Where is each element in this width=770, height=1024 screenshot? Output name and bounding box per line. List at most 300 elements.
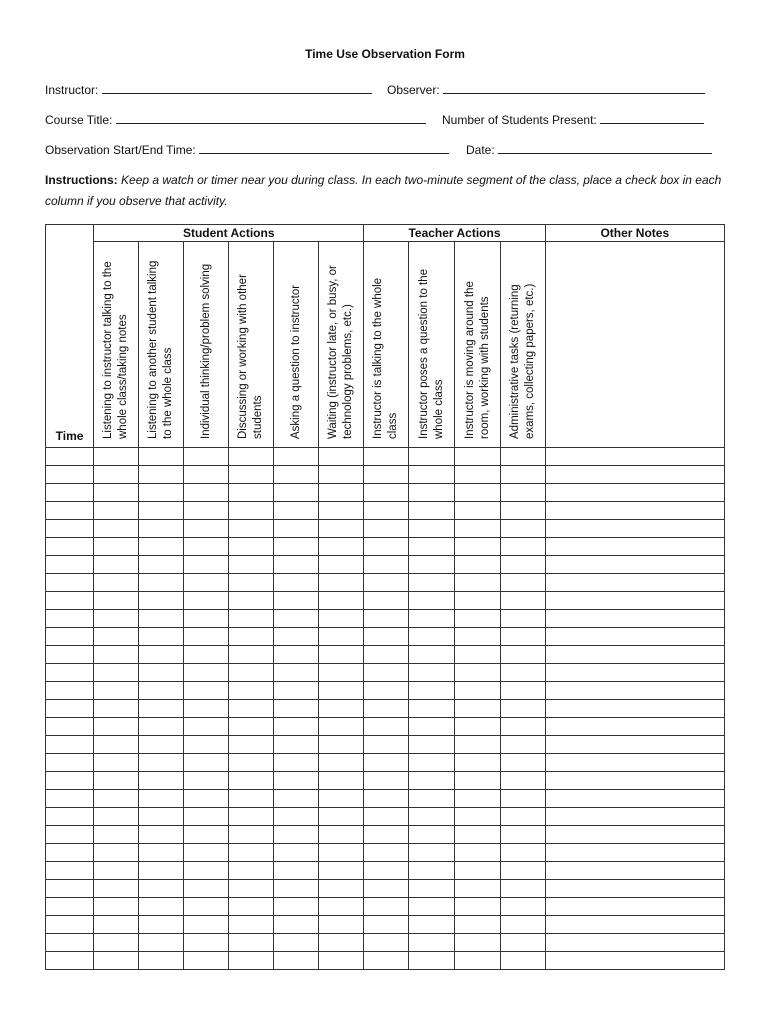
- check-cell[interactable]: [94, 916, 139, 934]
- check-cell[interactable]: [229, 700, 274, 718]
- check-cell[interactable]: [364, 628, 409, 646]
- check-cell[interactable]: [500, 520, 545, 538]
- time-cell[interactable]: [46, 916, 94, 934]
- time-cell[interactable]: [46, 628, 94, 646]
- check-cell[interactable]: [274, 736, 319, 754]
- check-cell[interactable]: [319, 952, 364, 970]
- notes-cell[interactable]: [545, 484, 724, 502]
- check-cell[interactable]: [500, 844, 545, 862]
- check-cell[interactable]: [274, 880, 319, 898]
- check-cell[interactable]: [184, 538, 229, 556]
- check-cell[interactable]: [319, 934, 364, 952]
- check-cell[interactable]: [364, 736, 409, 754]
- check-cell[interactable]: [455, 610, 500, 628]
- check-cell[interactable]: [274, 934, 319, 952]
- notes-cell[interactable]: [545, 736, 724, 754]
- notes-cell[interactable]: [545, 916, 724, 934]
- check-cell[interactable]: [94, 466, 139, 484]
- check-cell[interactable]: [364, 844, 409, 862]
- check-cell[interactable]: [319, 610, 364, 628]
- check-cell[interactable]: [319, 448, 364, 466]
- check-cell[interactable]: [364, 574, 409, 592]
- check-cell[interactable]: [229, 628, 274, 646]
- check-cell[interactable]: [455, 736, 500, 754]
- check-cell[interactable]: [319, 682, 364, 700]
- check-cell[interactable]: [139, 898, 184, 916]
- check-cell[interactable]: [409, 844, 455, 862]
- check-cell[interactable]: [409, 718, 455, 736]
- check-cell[interactable]: [500, 862, 545, 880]
- check-cell[interactable]: [319, 646, 364, 664]
- check-cell[interactable]: [139, 880, 184, 898]
- check-cell[interactable]: [229, 844, 274, 862]
- check-cell[interactable]: [409, 610, 455, 628]
- check-cell[interactable]: [229, 538, 274, 556]
- check-cell[interactable]: [319, 484, 364, 502]
- notes-cell[interactable]: [545, 538, 724, 556]
- time-cell[interactable]: [46, 934, 94, 952]
- check-cell[interactable]: [364, 700, 409, 718]
- notes-cell[interactable]: [545, 844, 724, 862]
- check-cell[interactable]: [409, 556, 455, 574]
- check-cell[interactable]: [455, 484, 500, 502]
- check-cell[interactable]: [364, 898, 409, 916]
- time-cell[interactable]: [46, 898, 94, 916]
- check-cell[interactable]: [455, 772, 500, 790]
- check-cell[interactable]: [139, 520, 184, 538]
- notes-cell[interactable]: [545, 880, 724, 898]
- check-cell[interactable]: [409, 808, 455, 826]
- check-cell[interactable]: [500, 574, 545, 592]
- notes-cell[interactable]: [545, 772, 724, 790]
- check-cell[interactable]: [229, 610, 274, 628]
- check-cell[interactable]: [364, 646, 409, 664]
- check-cell[interactable]: [409, 574, 455, 592]
- check-cell[interactable]: [184, 664, 229, 682]
- check-cell[interactable]: [139, 826, 184, 844]
- check-cell[interactable]: [455, 448, 500, 466]
- check-cell[interactable]: [455, 934, 500, 952]
- check-cell[interactable]: [274, 682, 319, 700]
- check-cell[interactable]: [94, 664, 139, 682]
- check-cell[interactable]: [184, 484, 229, 502]
- check-cell[interactable]: [409, 682, 455, 700]
- time-cell[interactable]: [46, 826, 94, 844]
- check-cell[interactable]: [409, 772, 455, 790]
- check-cell[interactable]: [319, 466, 364, 484]
- check-cell[interactable]: [94, 610, 139, 628]
- check-cell[interactable]: [139, 646, 184, 664]
- notes-cell[interactable]: [545, 592, 724, 610]
- check-cell[interactable]: [364, 862, 409, 880]
- check-cell[interactable]: [500, 916, 545, 934]
- notes-cell[interactable]: [545, 700, 724, 718]
- time-cell[interactable]: [46, 790, 94, 808]
- check-cell[interactable]: [455, 844, 500, 862]
- time-cell[interactable]: [46, 448, 94, 466]
- check-cell[interactable]: [500, 682, 545, 700]
- check-cell[interactable]: [274, 772, 319, 790]
- check-cell[interactable]: [274, 466, 319, 484]
- check-cell[interactable]: [364, 880, 409, 898]
- check-cell[interactable]: [184, 880, 229, 898]
- check-cell[interactable]: [184, 682, 229, 700]
- check-cell[interactable]: [184, 754, 229, 772]
- check-cell[interactable]: [139, 556, 184, 574]
- check-cell[interactable]: [139, 916, 184, 934]
- check-cell[interactable]: [94, 628, 139, 646]
- time-cell[interactable]: [46, 664, 94, 682]
- check-cell[interactable]: [184, 574, 229, 592]
- check-cell[interactable]: [184, 718, 229, 736]
- check-cell[interactable]: [94, 898, 139, 916]
- check-cell[interactable]: [274, 556, 319, 574]
- check-cell[interactable]: [319, 826, 364, 844]
- time-cell[interactable]: [46, 808, 94, 826]
- notes-cell[interactable]: [545, 952, 724, 970]
- check-cell[interactable]: [409, 592, 455, 610]
- check-cell[interactable]: [229, 502, 274, 520]
- check-cell[interactable]: [364, 538, 409, 556]
- time-cell[interactable]: [46, 772, 94, 790]
- check-cell[interactable]: [500, 592, 545, 610]
- check-cell[interactable]: [455, 952, 500, 970]
- check-cell[interactable]: [364, 448, 409, 466]
- notes-cell[interactable]: [545, 520, 724, 538]
- check-cell[interactable]: [319, 664, 364, 682]
- check-cell[interactable]: [364, 520, 409, 538]
- notes-cell[interactable]: [545, 610, 724, 628]
- check-cell[interactable]: [455, 592, 500, 610]
- check-cell[interactable]: [139, 718, 184, 736]
- check-cell[interactable]: [319, 844, 364, 862]
- time-cell[interactable]: [46, 700, 94, 718]
- check-cell[interactable]: [184, 844, 229, 862]
- check-cell[interactable]: [229, 862, 274, 880]
- time-cell[interactable]: [46, 682, 94, 700]
- check-cell[interactable]: [229, 556, 274, 574]
- check-cell[interactable]: [455, 700, 500, 718]
- check-cell[interactable]: [94, 700, 139, 718]
- check-cell[interactable]: [274, 754, 319, 772]
- time-cell[interactable]: [46, 880, 94, 898]
- notes-cell[interactable]: [545, 718, 724, 736]
- check-cell[interactable]: [94, 484, 139, 502]
- time-cell[interactable]: [46, 556, 94, 574]
- check-cell[interactable]: [364, 556, 409, 574]
- check-cell[interactable]: [94, 844, 139, 862]
- notes-cell[interactable]: [545, 646, 724, 664]
- check-cell[interactable]: [229, 466, 274, 484]
- check-cell[interactable]: [184, 646, 229, 664]
- check-cell[interactable]: [500, 646, 545, 664]
- check-cell[interactable]: [364, 916, 409, 934]
- check-cell[interactable]: [409, 754, 455, 772]
- check-cell[interactable]: [184, 916, 229, 934]
- check-cell[interactable]: [139, 448, 184, 466]
- notes-cell[interactable]: [545, 826, 724, 844]
- check-cell[interactable]: [229, 754, 274, 772]
- time-cell[interactable]: [46, 736, 94, 754]
- check-cell[interactable]: [500, 736, 545, 754]
- check-cell[interactable]: [409, 502, 455, 520]
- check-cell[interactable]: [229, 664, 274, 682]
- check-cell[interactable]: [229, 772, 274, 790]
- check-cell[interactable]: [409, 952, 455, 970]
- check-cell[interactable]: [274, 628, 319, 646]
- observer-field[interactable]: [443, 82, 705, 94]
- check-cell[interactable]: [364, 466, 409, 484]
- check-cell[interactable]: [319, 754, 364, 772]
- instructor-field[interactable]: [102, 82, 372, 94]
- check-cell[interactable]: [184, 628, 229, 646]
- check-cell[interactable]: [94, 880, 139, 898]
- check-cell[interactable]: [139, 592, 184, 610]
- check-cell[interactable]: [94, 772, 139, 790]
- check-cell[interactable]: [364, 592, 409, 610]
- check-cell[interactable]: [184, 952, 229, 970]
- check-cell[interactable]: [139, 754, 184, 772]
- check-cell[interactable]: [455, 916, 500, 934]
- check-cell[interactable]: [409, 826, 455, 844]
- course-title-field[interactable]: [116, 112, 426, 124]
- notes-cell[interactable]: [545, 682, 724, 700]
- check-cell[interactable]: [229, 718, 274, 736]
- check-cell[interactable]: [229, 790, 274, 808]
- check-cell[interactable]: [319, 898, 364, 916]
- check-cell[interactable]: [500, 934, 545, 952]
- check-cell[interactable]: [364, 664, 409, 682]
- check-cell[interactable]: [409, 934, 455, 952]
- check-cell[interactable]: [229, 880, 274, 898]
- check-cell[interactable]: [274, 808, 319, 826]
- check-cell[interactable]: [409, 880, 455, 898]
- check-cell[interactable]: [229, 646, 274, 664]
- check-cell[interactable]: [139, 934, 184, 952]
- check-cell[interactable]: [139, 862, 184, 880]
- check-cell[interactable]: [500, 952, 545, 970]
- check-cell[interactable]: [409, 448, 455, 466]
- check-cell[interactable]: [319, 592, 364, 610]
- check-cell[interactable]: [139, 466, 184, 484]
- check-cell[interactable]: [184, 772, 229, 790]
- notes-cell[interactable]: [545, 574, 724, 592]
- check-cell[interactable]: [455, 520, 500, 538]
- check-cell[interactable]: [409, 664, 455, 682]
- check-cell[interactable]: [229, 934, 274, 952]
- check-cell[interactable]: [274, 592, 319, 610]
- check-cell[interactable]: [274, 610, 319, 628]
- check-cell[interactable]: [229, 484, 274, 502]
- check-cell[interactable]: [364, 826, 409, 844]
- time-cell[interactable]: [46, 538, 94, 556]
- time-cell[interactable]: [46, 646, 94, 664]
- check-cell[interactable]: [94, 502, 139, 520]
- check-cell[interactable]: [274, 916, 319, 934]
- time-cell[interactable]: [46, 844, 94, 862]
- time-cell[interactable]: [46, 610, 94, 628]
- notes-cell[interactable]: [545, 502, 724, 520]
- check-cell[interactable]: [184, 610, 229, 628]
- check-cell[interactable]: [229, 448, 274, 466]
- check-cell[interactable]: [409, 466, 455, 484]
- check-cell[interactable]: [455, 826, 500, 844]
- check-cell[interactable]: [94, 826, 139, 844]
- check-cell[interactable]: [500, 826, 545, 844]
- time-cell[interactable]: [46, 952, 94, 970]
- check-cell[interactable]: [409, 484, 455, 502]
- check-cell[interactable]: [274, 844, 319, 862]
- check-cell[interactable]: [500, 772, 545, 790]
- check-cell[interactable]: [184, 808, 229, 826]
- check-cell[interactable]: [364, 754, 409, 772]
- check-cell[interactable]: [139, 736, 184, 754]
- notes-cell[interactable]: [545, 466, 724, 484]
- check-cell[interactable]: [94, 808, 139, 826]
- check-cell[interactable]: [184, 898, 229, 916]
- check-cell[interactable]: [319, 538, 364, 556]
- check-cell[interactable]: [274, 718, 319, 736]
- check-cell[interactable]: [500, 484, 545, 502]
- check-cell[interactable]: [274, 826, 319, 844]
- check-cell[interactable]: [229, 916, 274, 934]
- check-cell[interactable]: [184, 502, 229, 520]
- check-cell[interactable]: [409, 628, 455, 646]
- check-cell[interactable]: [364, 934, 409, 952]
- check-cell[interactable]: [94, 682, 139, 700]
- check-cell[interactable]: [184, 934, 229, 952]
- check-cell[interactable]: [500, 700, 545, 718]
- check-cell[interactable]: [364, 682, 409, 700]
- check-cell[interactable]: [319, 628, 364, 646]
- check-cell[interactable]: [319, 736, 364, 754]
- notes-cell[interactable]: [545, 862, 724, 880]
- check-cell[interactable]: [455, 682, 500, 700]
- check-cell[interactable]: [184, 448, 229, 466]
- check-cell[interactable]: [139, 844, 184, 862]
- check-cell[interactable]: [139, 682, 184, 700]
- check-cell[interactable]: [409, 898, 455, 916]
- check-cell[interactable]: [274, 448, 319, 466]
- check-cell[interactable]: [500, 880, 545, 898]
- check-cell[interactable]: [319, 556, 364, 574]
- check-cell[interactable]: [139, 772, 184, 790]
- check-cell[interactable]: [229, 592, 274, 610]
- check-cell[interactable]: [94, 448, 139, 466]
- check-cell[interactable]: [500, 898, 545, 916]
- check-cell[interactable]: [184, 520, 229, 538]
- check-cell[interactable]: [319, 700, 364, 718]
- check-cell[interactable]: [274, 574, 319, 592]
- check-cell[interactable]: [229, 682, 274, 700]
- check-cell[interactable]: [409, 646, 455, 664]
- notes-cell[interactable]: [545, 628, 724, 646]
- check-cell[interactable]: [139, 538, 184, 556]
- check-cell[interactable]: [455, 880, 500, 898]
- check-cell[interactable]: [409, 790, 455, 808]
- check-cell[interactable]: [500, 556, 545, 574]
- check-cell[interactable]: [500, 754, 545, 772]
- check-cell[interactable]: [139, 574, 184, 592]
- check-cell[interactable]: [139, 952, 184, 970]
- check-cell[interactable]: [274, 646, 319, 664]
- check-cell[interactable]: [319, 718, 364, 736]
- time-cell[interactable]: [46, 466, 94, 484]
- check-cell[interactable]: [455, 718, 500, 736]
- check-cell[interactable]: [455, 754, 500, 772]
- check-cell[interactable]: [455, 628, 500, 646]
- check-cell[interactable]: [184, 700, 229, 718]
- notes-cell[interactable]: [545, 448, 724, 466]
- check-cell[interactable]: [274, 484, 319, 502]
- check-cell[interactable]: [500, 538, 545, 556]
- check-cell[interactable]: [364, 772, 409, 790]
- check-cell[interactable]: [229, 736, 274, 754]
- check-cell[interactable]: [139, 808, 184, 826]
- check-cell[interactable]: [94, 538, 139, 556]
- check-cell[interactable]: [364, 484, 409, 502]
- check-cell[interactable]: [409, 736, 455, 754]
- check-cell[interactable]: [319, 790, 364, 808]
- observation-time-field[interactable]: [199, 142, 449, 154]
- notes-cell[interactable]: [545, 790, 724, 808]
- time-cell[interactable]: [46, 592, 94, 610]
- time-cell[interactable]: [46, 862, 94, 880]
- check-cell[interactable]: [274, 520, 319, 538]
- notes-cell[interactable]: [545, 556, 724, 574]
- check-cell[interactable]: [364, 610, 409, 628]
- check-cell[interactable]: [364, 808, 409, 826]
- check-cell[interactable]: [500, 718, 545, 736]
- check-cell[interactable]: [229, 826, 274, 844]
- check-cell[interactable]: [364, 790, 409, 808]
- check-cell[interactable]: [455, 862, 500, 880]
- check-cell[interactable]: [184, 556, 229, 574]
- check-cell[interactable]: [274, 700, 319, 718]
- check-cell[interactable]: [274, 790, 319, 808]
- check-cell[interactable]: [94, 592, 139, 610]
- check-cell[interactable]: [184, 862, 229, 880]
- check-cell[interactable]: [229, 520, 274, 538]
- check-cell[interactable]: [139, 610, 184, 628]
- check-cell[interactable]: [184, 826, 229, 844]
- notes-cell[interactable]: [545, 664, 724, 682]
- notes-cell[interactable]: [545, 754, 724, 772]
- check-cell[interactable]: [455, 574, 500, 592]
- check-cell[interactable]: [94, 862, 139, 880]
- check-cell[interactable]: [139, 484, 184, 502]
- time-cell[interactable]: [46, 520, 94, 538]
- notes-cell[interactable]: [545, 898, 724, 916]
- check-cell[interactable]: [139, 628, 184, 646]
- check-cell[interactable]: [364, 952, 409, 970]
- check-cell[interactable]: [500, 808, 545, 826]
- check-cell[interactable]: [455, 646, 500, 664]
- check-cell[interactable]: [364, 502, 409, 520]
- time-cell[interactable]: [46, 484, 94, 502]
- time-cell[interactable]: [46, 754, 94, 772]
- check-cell[interactable]: [274, 502, 319, 520]
- check-cell[interactable]: [94, 574, 139, 592]
- check-cell[interactable]: [455, 538, 500, 556]
- check-cell[interactable]: [455, 790, 500, 808]
- check-cell[interactable]: [229, 898, 274, 916]
- check-cell[interactable]: [319, 862, 364, 880]
- check-cell[interactable]: [274, 898, 319, 916]
- check-cell[interactable]: [500, 628, 545, 646]
- check-cell[interactable]: [139, 700, 184, 718]
- check-cell[interactable]: [274, 862, 319, 880]
